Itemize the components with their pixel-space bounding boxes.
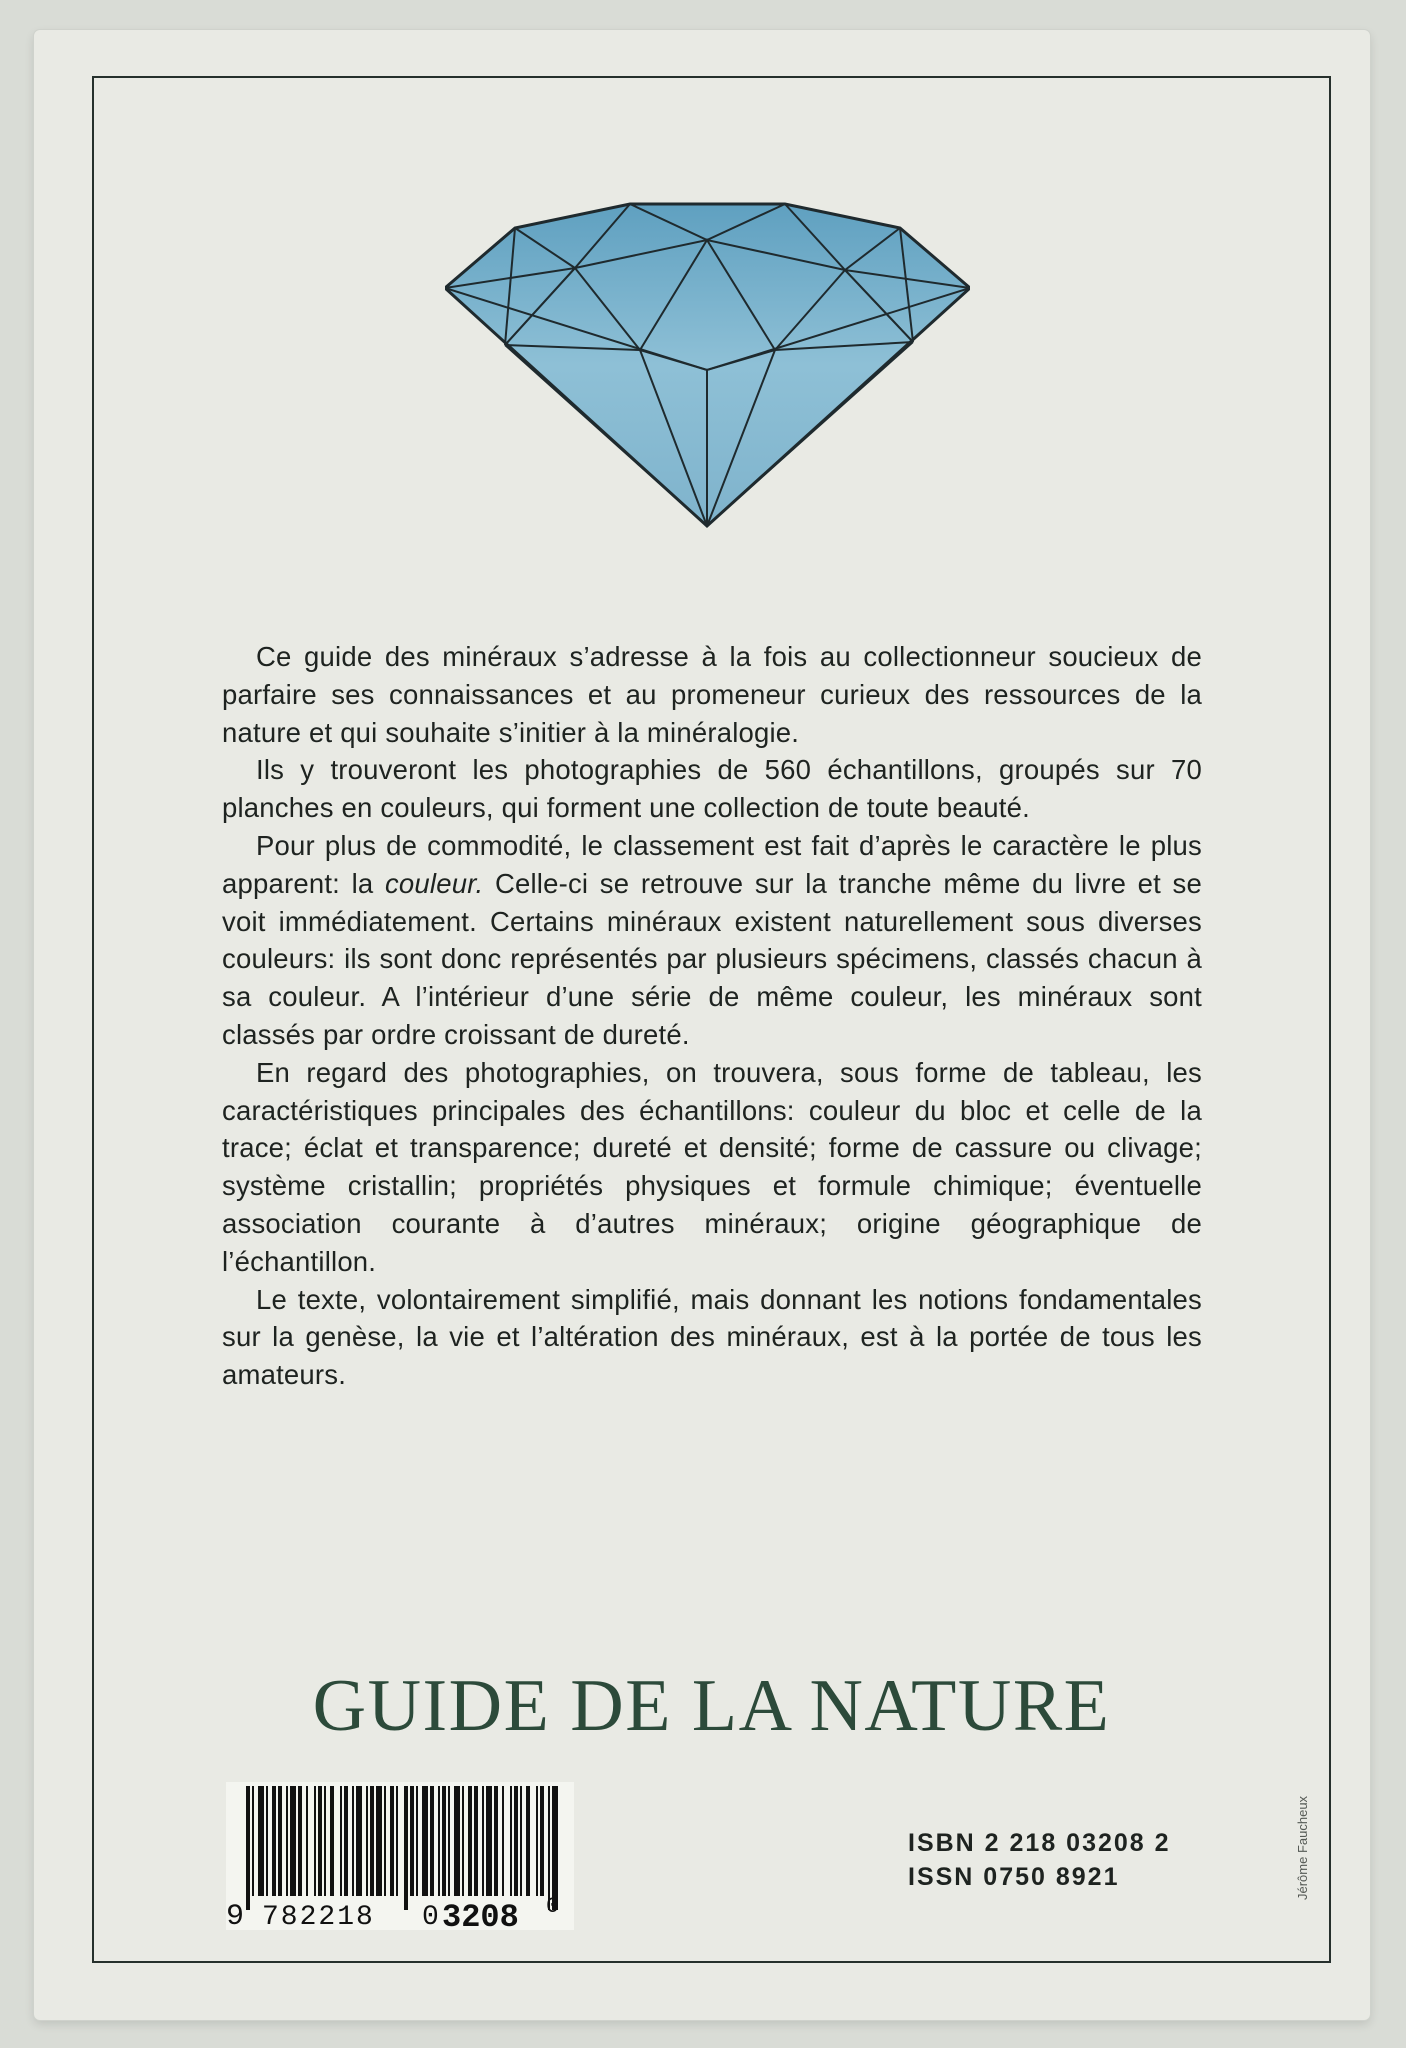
barcode-bar xyxy=(298,1786,302,1896)
barcode-digits-right-b: 3208 xyxy=(442,1899,519,1930)
barcode-bar xyxy=(286,1786,288,1896)
barcode-bar xyxy=(552,1786,558,1910)
barcode-bar xyxy=(468,1786,472,1896)
barcode-bar xyxy=(384,1786,386,1896)
barcode-bar xyxy=(340,1786,342,1896)
barcode-bar xyxy=(410,1786,414,1896)
barcode-bar xyxy=(416,1786,418,1896)
barcode-digits-right-a: 0 xyxy=(422,1902,439,1930)
barcode-bar xyxy=(474,1786,478,1896)
barcode-bar xyxy=(404,1786,408,1910)
barcode-bar xyxy=(548,1786,550,1910)
barcode-bar xyxy=(376,1786,382,1896)
barcode-bar xyxy=(290,1786,296,1896)
barcode-bar xyxy=(344,1786,348,1896)
barcode-digit-first: 9 xyxy=(226,1900,245,1930)
barcode-bar xyxy=(520,1786,522,1896)
barcode-bar xyxy=(502,1786,504,1896)
barcode-bar xyxy=(252,1786,254,1896)
barcode-bar xyxy=(390,1786,394,1896)
barcode-bar xyxy=(486,1786,492,1896)
barcode-bar xyxy=(536,1786,538,1896)
barcode-bar xyxy=(482,1786,484,1896)
design-credit: Jérôme Faucheux xyxy=(1295,1795,1310,1900)
barcode-bar xyxy=(396,1786,398,1896)
barcode-bar xyxy=(246,1786,250,1910)
barcode-bar xyxy=(422,1786,428,1896)
series-title: GUIDE DE LA NATURE xyxy=(312,1665,1111,1747)
paragraph-3-part-b: Celle-ci se retrouve sur la tranche même du livre et se voit immédiatement. Certains minéraux existent naturellement sous diverses couleurs: ils sont donc représentés par plusieurs spécimens, classés chacun à sa couleur. A l’intérieur d’une série de même couleur, les minéraux sont classés par ordre croissant de dureté. xyxy=(222,867,1202,1050)
barcode-bar xyxy=(356,1786,362,1896)
isbn-number: ISBN 2 218 03208 2 xyxy=(908,1829,1171,1857)
barcode-bar xyxy=(314,1786,316,1896)
barcode-bar xyxy=(366,1786,368,1896)
barcode-bar xyxy=(510,1786,512,1896)
paragraph-2: Ils y trouveront les photographies de 560 échantillons, groupés sur 70 planches en couleurs, qui forment une collection de toute beauté. xyxy=(222,754,1202,824)
barcode-bar xyxy=(454,1786,460,1896)
issn-number: ISSN 0750 8921 xyxy=(908,1863,1120,1891)
barcode-bar xyxy=(272,1786,276,1896)
barcode-bar xyxy=(306,1786,308,1896)
barcode-icon xyxy=(226,1782,574,1930)
barcode-bar xyxy=(370,1786,374,1896)
barcode-digits-left: 782218 xyxy=(262,1902,375,1930)
barcode-bar xyxy=(438,1786,440,1896)
paragraph-3 xyxy=(222,827,1202,1054)
barcode-bar xyxy=(526,1786,530,1896)
barcode-bar xyxy=(430,1786,434,1896)
barcode-bar xyxy=(352,1786,354,1896)
paragraph-4: En regard des photographies, on trouvera, sous forme de tableau, les caractéristiques principales des échantillons: couleur du bloc et celle de la trace; éclat et transparence; dureté et densité; forme de cassure ou clivage; système cristallin; propriétés physiques et formule chimique; éventuelle association courante à d’autres minéraux; origine géographique de l’échantillon. xyxy=(222,1056,1202,1277)
barcode-bar xyxy=(494,1786,498,1896)
barcode-bar xyxy=(266,1786,268,1896)
paragraph-3-part-a: Pour plus de commodité, le classement est fait d’après le caractère le plus apparent: la xyxy=(222,829,1202,899)
barcode-bar xyxy=(514,1786,518,1896)
barcode-bar xyxy=(324,1786,326,1896)
barcode-bar xyxy=(442,1786,446,1896)
barcode-bar xyxy=(258,1786,264,1896)
paragraph-1: Ce guide des minéraux s’adresse à la fois au collectionneur soucieux de parfaire ses connaissances et au promeneur curieux des ressources de la nature et qui souhaite s’initier à la minéralogie. xyxy=(222,641,1202,748)
paragraph-5: Le texte, volontairement simplifié, mais donnant les notions fondamentales sur la genèse, la vie et l’altération des minéraux, est à la portée de tous les amateurs. xyxy=(222,1283,1202,1391)
barcode-bar xyxy=(330,1786,334,1896)
barcode-bar xyxy=(278,1786,282,1896)
barcode-digit-end: 0 xyxy=(546,1894,560,1919)
isbn-block xyxy=(908,1826,1171,1894)
barcode-bar xyxy=(318,1786,322,1896)
description-text xyxy=(222,638,1202,1394)
diamond-illustration-icon xyxy=(445,190,970,530)
barcode-bar xyxy=(540,1786,544,1896)
barcode-bar xyxy=(448,1786,450,1896)
barcode-bar xyxy=(462,1786,464,1896)
paragraph-3-emphasis: couleur. xyxy=(384,867,484,899)
